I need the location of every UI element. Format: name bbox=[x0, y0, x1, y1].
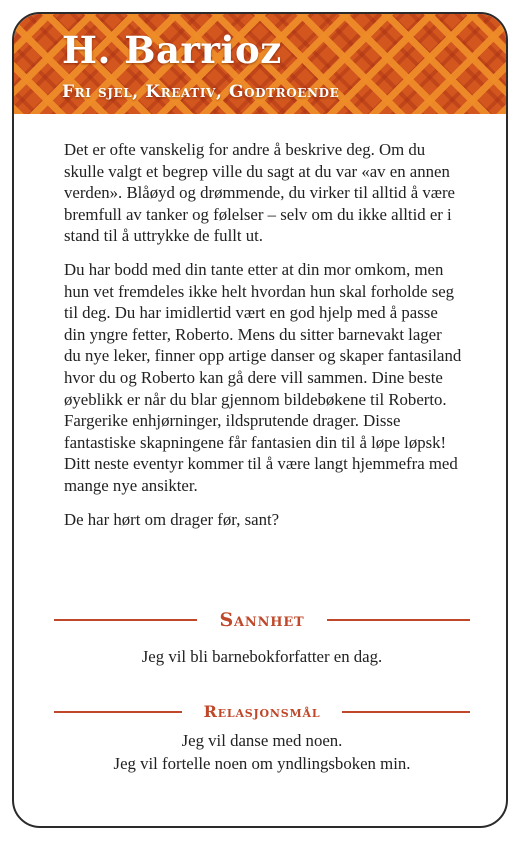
description-paragraph: Det er ofte vanskelig for andre å beskrive deg. Om du skulle valgt et begrep ville du sagt at du var «av en annen verden». Blåøyd og drømmende, du virker til alltid å være bremfull av tanker og følelser – selv om du ikke alltid er i stand til å uttrykke de fullt ut. bbox=[64, 140, 455, 246]
divider-line bbox=[54, 711, 182, 713]
relationship-heading bbox=[54, 702, 470, 721]
relationship-goal: Jeg vil fortelle noen om yndlingsboken min. bbox=[113, 754, 411, 773]
divider-line bbox=[54, 619, 197, 621]
truth-section bbox=[54, 609, 470, 668]
relationship-section bbox=[54, 702, 470, 775]
truth-text: Jeg vil bli barnebokforfatter en dag. bbox=[141, 647, 383, 666]
description-paragraph: De har hørt om drager før, sant? bbox=[64, 509, 280, 529]
divider-line bbox=[327, 619, 470, 621]
character-traits: Fri sjel, Kreativ, Godtroende bbox=[62, 82, 340, 102]
truth-heading bbox=[54, 609, 470, 631]
divider-line bbox=[342, 711, 470, 713]
relationship-title: Relasjonsmål bbox=[203, 702, 321, 721]
relationship-goal: Jeg vil danse med noen. bbox=[181, 731, 343, 750]
character-card bbox=[12, 12, 508, 828]
description-paragraph: Du har bodd med din tante etter at din mor omkom, men hun vet fremdeles ikke helt hvordan hun skal forholde seg til deg. Du har imidlertid vært en god hjelp med å passe din yngre fetter, Roberto. Mens du sitter barnevakt lager du nye leker, finner opp artige danser og skaper fantasiland hvor du og Roberto kan gå dere vill sammen. Dine beste øyeblikk er når du blar gjennom bildebøkene til Roberto. Fargerike enhjørninger, ildsprutende drager. Disse fantastiske skapningene får fantasien din til å løpe løpsk! Ditt neste eventyr kommer til å være langt hjemmefra med mange nye ansikter. bbox=[64, 259, 462, 495]
card-description bbox=[64, 139, 462, 542]
truth-title: Sannhet bbox=[219, 609, 305, 631]
character-name: H. Barrioz bbox=[62, 28, 282, 72]
